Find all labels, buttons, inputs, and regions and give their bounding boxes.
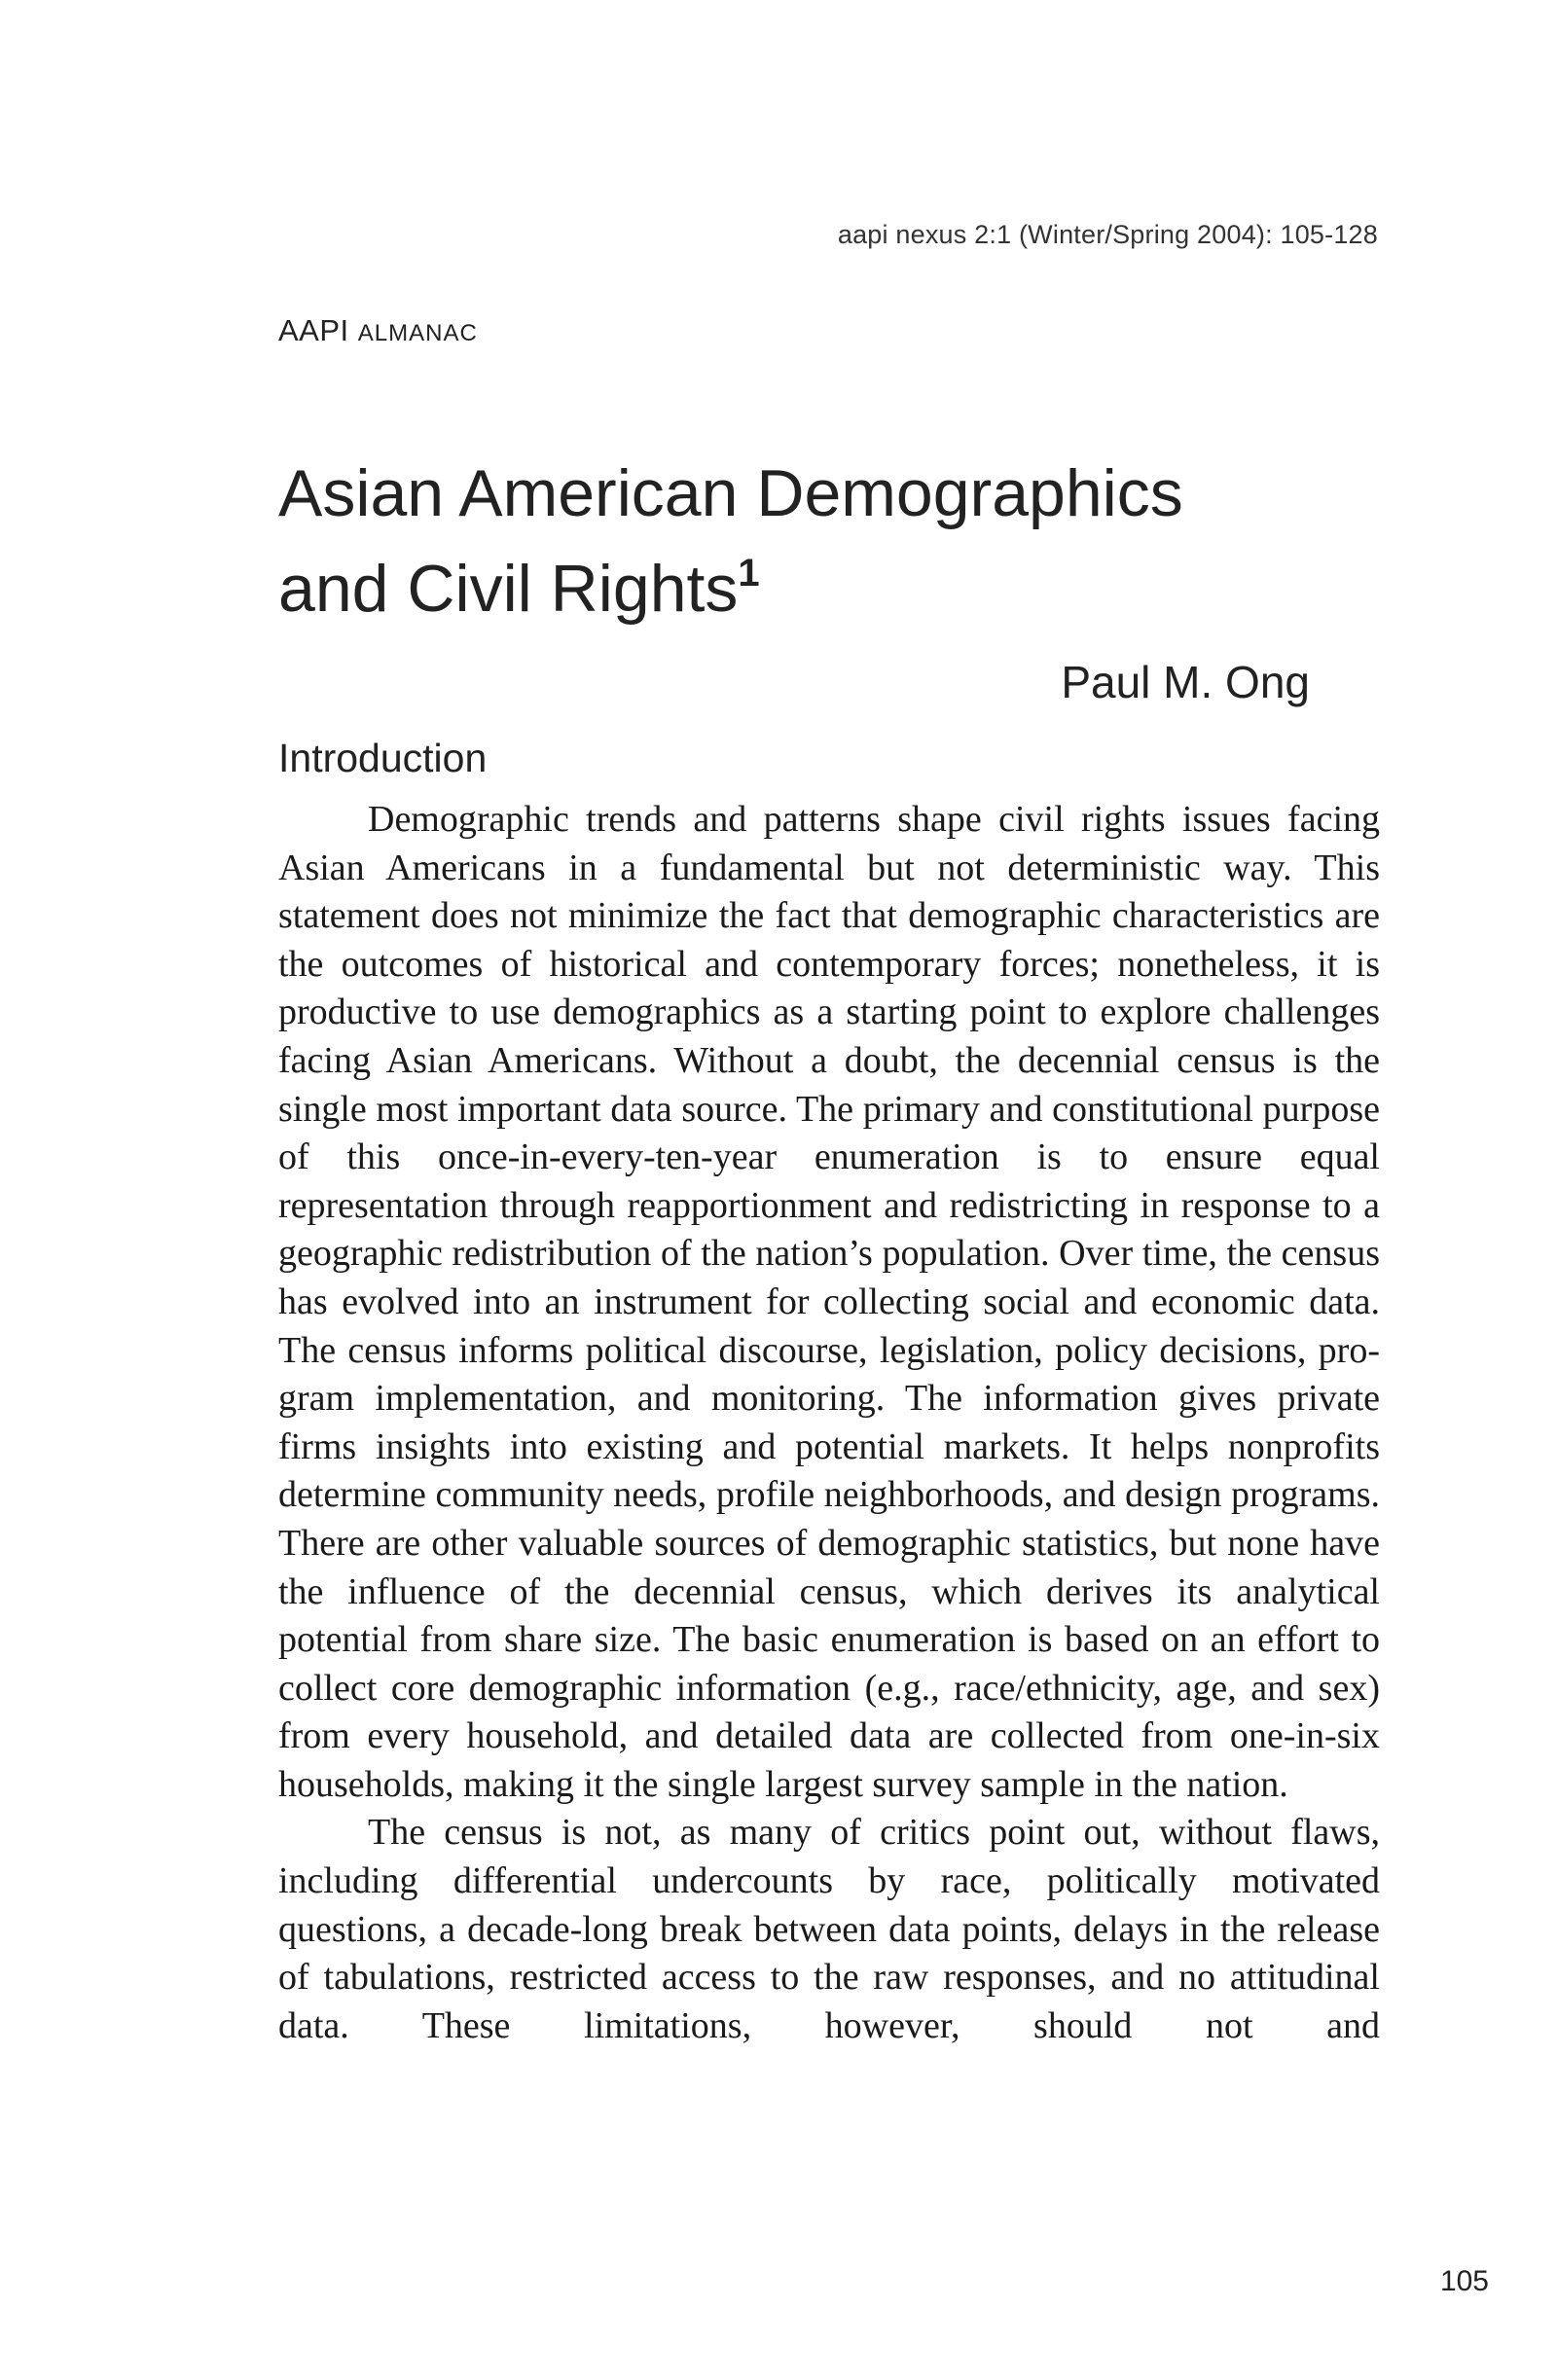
title-line-2: and Civil Rights bbox=[278, 552, 739, 626]
section-heading: Introduction bbox=[278, 736, 488, 780]
paragraph-2: The census is not, as many of critics point out, without flaws, including differential undercounts by race, politically motivated questions, a decade-long break between data points, delays in the release of tabulations, restricted access to the raw responses, and no attitudinal data. These limitations, however, should not and bbox=[278, 1812, 1380, 2046]
section-label-prefix: AAPI bbox=[278, 313, 358, 347]
section-label bbox=[278, 313, 478, 348]
paragraph-1: Demographic trends and patterns shape civil rights issues facing Asian Americans in a fundamental but not deterministic way. This statement does not minimize the fact that demographic characteristics are the outcomes of historical and contemporary forces; nonetheless, it is productive to use demographics as a starting point to explore challenges facing Asian Americans. Without a doubt, the decennial census is the single most important data source. The primary and constitutional purpose of this once-in-every-ten-year enumeration is to ensure equal representation through reapportionment and redistricting in response to a geographic redistribution of the nation’s population. Over time, the census has evolved into an instrument for collecting social and economic data. The census informs political discourse, legislation, policy decisions, program implementation, and monitoring. The information gives private firms insights into existing and potential markets. It helps nonprofits determine community needs, profile neighborhoods, and design programs. There are other valuable sources of demographic statistics, but none have the influence of the decennial census, which derives its analytical potential from share size. The basic enumeration is based on an effort to collect core demographic information (e.g., race/ethnicity, age, and sex) from every household, and detailed data are collected from one-in-six households, making it the single largest survey sample in the nation. bbox=[278, 799, 1380, 1805]
title-line-1: Asian American Demographics bbox=[278, 456, 1183, 530]
article-title bbox=[278, 446, 1183, 636]
title-footnote-marker[interactable]: 1 bbox=[738, 552, 760, 595]
author-name: Paul M. Ong bbox=[1061, 657, 1310, 707]
page-number: 105 bbox=[1439, 2265, 1489, 2297]
section-label-smallcaps: ALMANAC bbox=[357, 320, 478, 346]
journal-citation: aapi nexus 2:1 (Winter/Spring 2004): 105-128 bbox=[837, 220, 1378, 249]
body-text bbox=[278, 796, 1380, 2050]
